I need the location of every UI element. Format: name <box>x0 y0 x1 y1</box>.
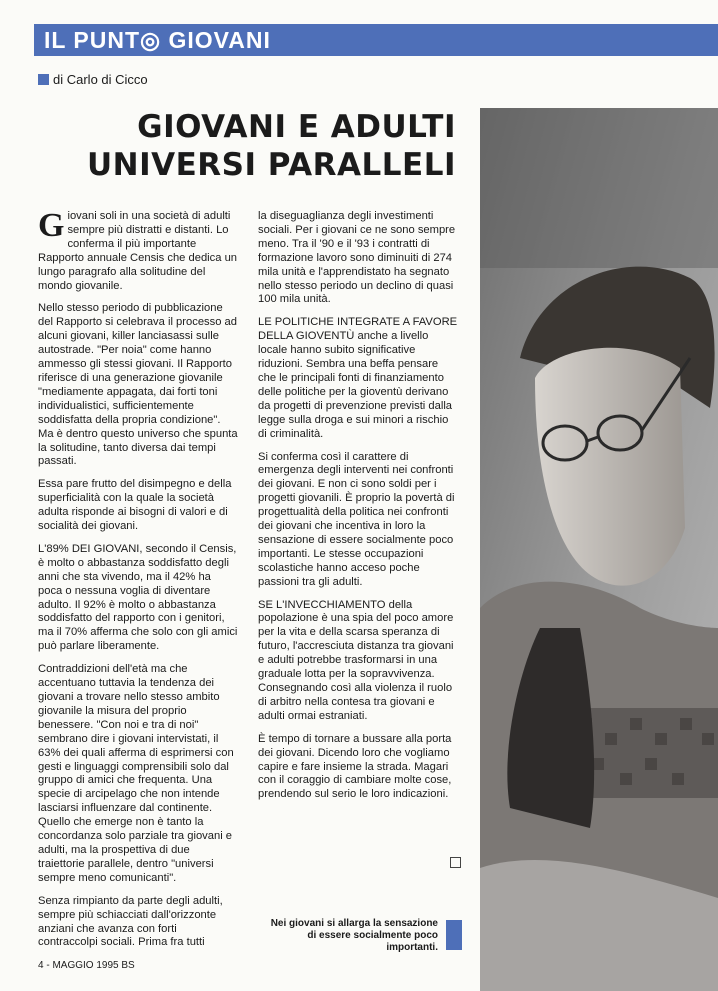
caption-accent-bar <box>446 920 462 950</box>
article-column-right <box>258 210 458 811</box>
paragraph <box>38 207 238 293</box>
paragraph: Si conferma così il carattere di emergenza degli interventi nei confronti dei giovani. E non ci sono soldi per i progetti giovanili. È proprio la povertà di progettualità della politica nei confronti dei giovani che incentiva in loro la sensazione di essere socialmente poco importanti. Le stesse occupazioni scolastiche hanno acceso poche passioni tra gli adulti. <box>258 450 455 588</box>
young-man-photo <box>480 108 718 991</box>
paragraph-text: iovani soli in una società di adulti sempre più distratti e distanti. Lo conferma il più importante Rapporto annuale Censis che dedica un lungo paragrafo alla solitudine del mondo giovanile. <box>38 210 238 292</box>
bullet-square-icon <box>38 74 49 85</box>
section-title: IL PUNT◎ GIOVANI <box>44 27 271 53</box>
headline-line-1: GIOVANI E ADULTI <box>137 109 456 145</box>
paragraph: Contraddizioni dell'età ma che accentuano tuttavia la tendenza dei giovani a trovare nello stesso ambito giovanile la misura del proprio benessere. "Con noi e tra di noi" sembrano dire i giovani intervistati, il 63% dei quali afferma di esprimersi con gesti e linguaggi comprensibili solo dal gruppo di amici che frequenta. Una specie di arcipelago che non intende lasciarsi influenzare dal continente. Quello che emerge non è tanto la concordanza solo parziale tra giovani e adulti, ma la prospettiva di due traiettorie parallele, dentro "universi sempre meno comunicanti". <box>38 663 234 884</box>
paragraph: È tempo di tornare a bussare alla porta dei giovani. Dicendo loro che vogliamo capire e fare insieme la strada. Magari con il coraggio di cambiare molte cose, prendendo sul serio le loro indicazioni. <box>258 732 452 801</box>
headline <box>16 108 456 184</box>
page-footer: 4 - MAGGIO 1995 BS <box>38 960 135 971</box>
paragraph: LE POLITICHE INTEGRATE A FAVORE DELLA GIOVENTÙ anche a livello locale hanno subito significative riduzioni. Sembra una beffa pensare che le principali fonti di finanziamento delle politiche per la gioventù derivano da progetti di prevenzione previsti dalla legge sulla droga e sui minori a rischio di criminalità. <box>258 316 458 440</box>
end-mark-icon <box>450 857 461 868</box>
paragraph: Essa pare frutto del disimpegno e della superficialità con la quale la società adulta risponde ai bisogni di valori e di socialità dei giovani. <box>38 478 232 533</box>
photo-caption: Nei giovani si allarga la sensazione di essere socialmente poco importanti. <box>270 918 438 953</box>
article-column-left <box>38 207 238 959</box>
headline-line-2: UNIVERSI PARALLELI <box>86 147 456 183</box>
author-name: di Carlo di Cicco <box>53 72 148 87</box>
paragraph: Senza rimpianto da parte degli adulti, sempre più schiacciati dall'orizzonte anziani che avanza con forti contraccolpi sociali. Prima fra tutti <box>38 894 223 949</box>
drop-cap: G <box>38 207 65 244</box>
photo-illustration <box>480 108 718 991</box>
byline <box>38 72 148 87</box>
section-banner <box>34 24 718 56</box>
paragraph: SE L'INVECCHIAMENTO della popolazione è una spia del poco amore per la vita e della scarsa speranza di futuro, l'accresciuta distanza tra giovani e adulti potrebbe trasformarsi in una graduale lotta per la sopravvivenza. Consegnando così alla violenza il ruolo di arbitro nella contesa tra giovani e adulti ormai estraniati. <box>258 598 454 722</box>
paragraph: L'89% DEI GIOVANI, secondo il Censis, è molto o abbastanza soddisfatto degli anni che sta vivendo, ma il 42% ha poca o nessuna voglia di diventare adulto. Il 92% è molto o abbastanza soddisfatto del rapporto con i genitori, ma il 70% afferma che solo con gli amici può parlare liberamente. <box>38 542 238 653</box>
paragraph: la diseguaglianza degli investimenti sociali. Per i giovani ce ne sono sempre meno. Tra il '90 e il '93 i contratti di formazione lavoro sono diminuiti di 274 mila unità e l'apprendistato ha segnato nello stesso periodo un declino di quasi 100 mila unità. <box>258 210 456 306</box>
paragraph: Nello stesso periodo di pubblicazione del Rapporto si celebrava il processo ad alcuni giovani, killer lanciasassi sulle autostrade. "Per noia" come hanno ammesso gli stessi giovani. Il Rapporto riferisce di una generazione giovanile "mediamente appagata, dai forti toni individualistici, sufficientemente soddisfatta della propria condizione". Ma è dentro questo universo che spunta la solitudine, tanto diversa dai tempi passati. <box>38 302 238 468</box>
